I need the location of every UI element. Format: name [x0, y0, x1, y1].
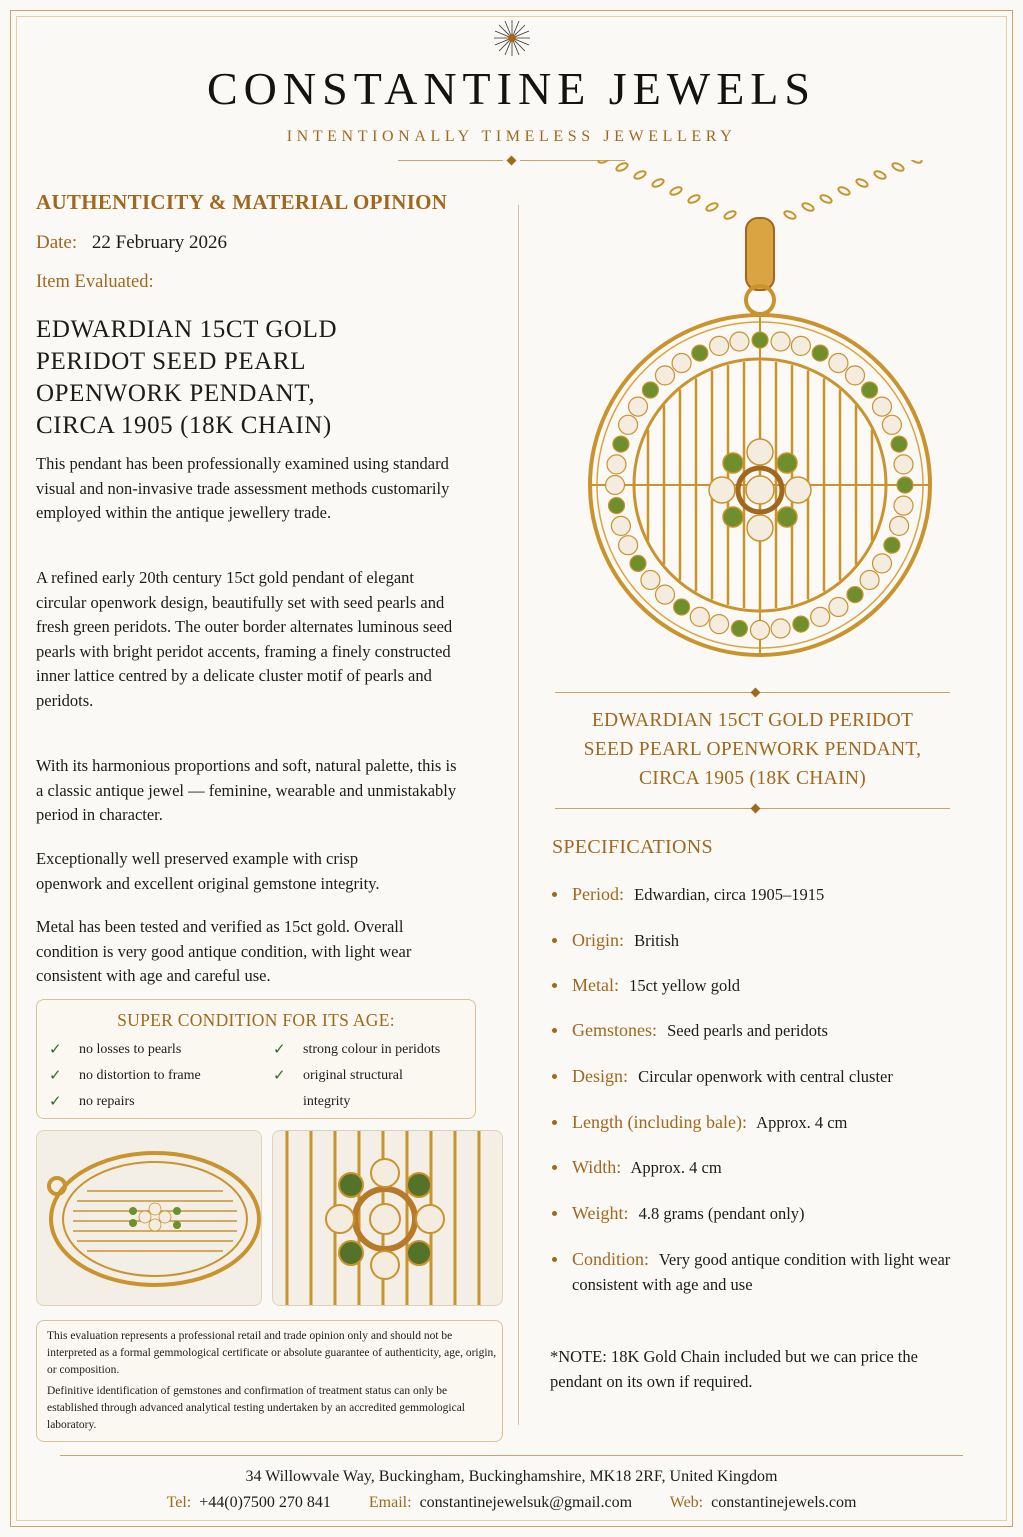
- date-label: Date:: [36, 232, 78, 253]
- condition-item: no repairs: [79, 1094, 135, 1109]
- product-title: [530, 706, 975, 793]
- check-icon: ✓: [49, 1092, 62, 1110]
- condition-box: [36, 999, 476, 1119]
- product-title-line: EDWARDIAN 15CT GOLD PERIDOT: [591, 710, 914, 731]
- item-evaluated-label: Item Evaluated:: [36, 272, 154, 292]
- spec-label: Length (including bale):: [572, 1112, 747, 1132]
- check-icon: ✓: [273, 1066, 286, 1084]
- spec-value: 4.8 grams (pendant only): [634, 1204, 805, 1223]
- condition-item: original structural: [303, 1068, 403, 1083]
- chain-note: *NOTE: 18K Gold Chain included but we can price the pendant on its own if required.: [550, 1347, 918, 1391]
- pendant-side-view-image: [36, 1130, 262, 1306]
- footer-address: 34 Willowvale Way, Buckingham, Buckinghamshire, MK18 2RF, United Kingdom: [245, 1468, 778, 1485]
- bullet-icon: [552, 1257, 557, 1262]
- spec-value: Circular openwork with central cluster: [634, 1067, 893, 1086]
- spec-label: Origin:: [572, 930, 624, 950]
- footer-rule: [60, 1455, 963, 1456]
- section-title: AUTHENTICITY & MATERIAL OPINION: [36, 190, 448, 214]
- tel-value[interactable]: +44(0)7500 270 841: [199, 1494, 331, 1511]
- bullet-icon: [552, 1074, 557, 1079]
- spec-label: Gemstones:: [572, 1020, 657, 1040]
- product-title-line: SEED PEARL OPENWORK PENDANT,: [583, 739, 922, 760]
- disclaimer-box: [36, 1320, 503, 1442]
- condition-item: no distortion to frame: [79, 1068, 201, 1083]
- paragraph-description: A refined early 20th century 15ct gold pendant of elegant circular openwork design, beautifully set with seed pearls and fresh green peridots. The outer border alternates luminous seed pearls with bright peridot accents, framing a finely constructed inner lattice centred by a delicate cluster motif of pearls and peridots.: [36, 568, 453, 710]
- spec-value: Approx. 4 cm: [752, 1113, 848, 1132]
- product-title-line: CIRCA 1905 (18K CHAIN): [638, 768, 867, 789]
- spec-label: Width:: [572, 1157, 622, 1177]
- web-link[interactable]: constantinejewels.com: [711, 1494, 857, 1511]
- email-link[interactable]: constantinejewelsuk@gmail.com: [419, 1494, 633, 1511]
- disclaimer-paragraph: This evaluation represents a professional retail and trade opinion only and should not be interpreted as a formal gemmological certificate or absolute guarantee of authenticity, age, origin, or composition.: [47, 1330, 497, 1376]
- column-divider: [518, 205, 519, 1425]
- condition-item: integrity: [303, 1094, 351, 1109]
- tel-label: Tel:: [166, 1494, 192, 1511]
- spec-value: Seed pearls and peridots: [663, 1021, 828, 1040]
- item-title: [36, 314, 337, 442]
- spec-label: Condition:: [572, 1249, 650, 1269]
- item-title-line: OPENWORK PENDANT,: [36, 380, 316, 407]
- brand-name: CONSTANTINE JEWELS: [207, 63, 816, 114]
- spec-value: Approx. 4 cm: [627, 1158, 722, 1177]
- condition-title: SUPER CONDITION FOR ITS AGE:: [117, 1010, 395, 1030]
- date-value: 22 February 2026: [91, 232, 227, 253]
- item-title-line: CIRCA 1905 (18K CHAIN): [36, 412, 332, 439]
- bullet-icon: [552, 1165, 557, 1170]
- bullet-icon: [552, 1211, 557, 1216]
- spec-value: 15ct yellow gold: [625, 976, 741, 995]
- spec-value: British: [630, 931, 680, 950]
- opinion-section: [36, 190, 476, 439]
- paragraph-metal: Metal has been tested and verified as 15ct gold. Overall condition is very good antique condition, with light wear consistent with age and careful use.: [36, 917, 412, 985]
- pendant-cluster-closeup-image: [272, 1130, 503, 1306]
- paragraph-preservation: Exceptionally well preserved example with crisp openwork and excellent original gemstone integrity.: [36, 849, 380, 893]
- email-label: Email:: [368, 1494, 412, 1511]
- spec-label: Period:: [572, 884, 624, 904]
- pendant-main-image: [580, 160, 950, 680]
- check-icon: ✓: [273, 1040, 286, 1058]
- spec-value: Edwardian, circa 1905–1915: [630, 885, 825, 904]
- condition-item: strong colour in peridots: [303, 1042, 441, 1057]
- web-label: Web:: [669, 1494, 704, 1511]
- date-row: [36, 232, 227, 254]
- tagline-rule-left: [398, 160, 503, 161]
- spec-label: Metal:: [572, 975, 619, 995]
- spec-value: Very good antique condition with light wear consistent with age and use: [572, 1250, 951, 1294]
- bullet-icon: [552, 938, 557, 943]
- item-title-line: EDWARDIAN 15CT GOLD: [36, 316, 338, 343]
- star-ornament-icon: [492, 18, 532, 58]
- disclaimer-paragraph: Definitive identification of gemstones and confirmation of treatment status can only be established through advanced analytical testing undertaken by an accredited gemmological laboratory.: [47, 1385, 465, 1431]
- spec-label: Design:: [572, 1066, 628, 1086]
- bullet-icon: [552, 1120, 557, 1125]
- bullet-icon: [552, 1028, 557, 1033]
- footer-contact: [0, 1494, 1023, 1512]
- paragraph-methods: This pendant has been professionally examined using standard visual and non-invasive trade assessment methods customarily employed within the antique jewellery trade.: [36, 454, 450, 522]
- bullet-icon: [552, 892, 557, 897]
- spec-label: Weight:: [572, 1203, 629, 1223]
- bullet-icon: [552, 983, 557, 988]
- paragraph-character: With its harmonious proportions and soft, natural palette, this is a classic antique jewel — feminine, wearable and unmistakably period in character.: [36, 756, 457, 824]
- check-icon: ✓: [49, 1066, 62, 1084]
- specifications-title: SPECIFICATIONS: [552, 836, 713, 858]
- brand-tagline: INTENTIONALLY TIMELESS JEWELLERY: [286, 128, 737, 145]
- condition-item: no losses to pearls: [79, 1042, 182, 1057]
- item-title-line: PERIDOT SEED PEARL: [36, 348, 307, 375]
- check-icon: ✓: [49, 1040, 62, 1058]
